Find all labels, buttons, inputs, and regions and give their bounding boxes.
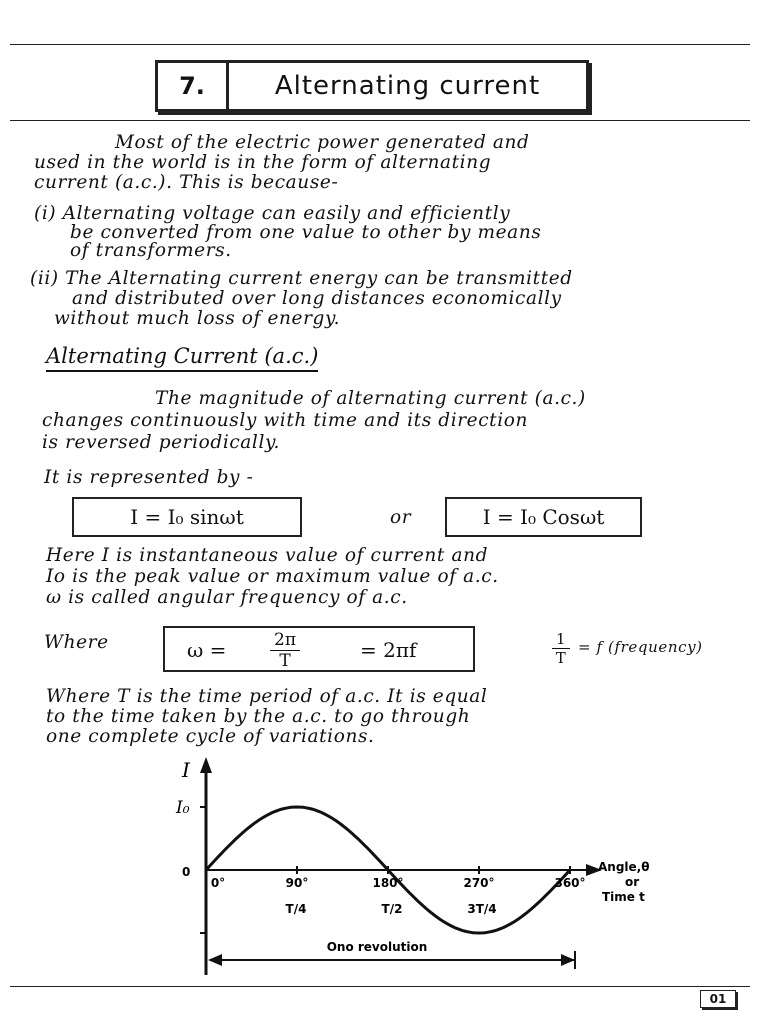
intro-line: be converted from one value to other by means [70,222,542,243]
y-axis-label: I [182,758,190,782]
intro-line: Most of the electric power generated and [115,132,530,153]
intro-line: current (a.c.). This is because- [34,172,339,193]
chapter-title-box [155,60,589,112]
omega-formula-box [163,626,475,672]
x-tick-label: 0° [210,876,226,890]
x-axis-label-angle: Angle,θ [598,860,650,874]
where-label: Where [44,632,109,653]
frequency-fraction [552,630,570,667]
revolution-arrow-head-right [561,954,575,966]
explanation-line: ω is called angular frequency of a.c. [46,587,408,608]
chapter-title: Alternating current [274,71,541,101]
x-tick-label: 90° [285,876,309,890]
intro-line: of transformers. [70,240,232,261]
top-rule [10,44,750,45]
revolution-arrow-head-left [208,954,222,966]
frequency-numerator: 1 [552,630,570,649]
definition-line: It is represented by - [44,467,254,488]
page-number: 01 [700,990,736,1008]
period-line: to the time taken by the a.c. to go through [46,706,471,727]
sub-tick-T4: T/4 [285,902,307,916]
cosine-formula: I = I₀ Cosωt [482,505,605,529]
x-tick-label: 270° [463,876,495,890]
y-tick-zero: 0 [182,865,191,879]
omega-lhs: ω = [187,638,227,662]
x-axis-label-or: or [625,875,640,889]
sub-tick-T2: T/2 [381,902,403,916]
definition-line: changes continuously with time and its direction [42,410,528,431]
definition-line: is reversed periodically. [42,432,281,453]
explanation-line: Io is the peak value or maximum value of a.c. [46,566,499,587]
or-label: or [390,507,412,528]
period-line: one complete cycle of variations. [46,726,375,747]
omega-rhs: = 2πf [360,638,417,662]
omega-fraction [270,630,300,671]
section-heading: Alternating Current (a.c.) [46,344,318,372]
y-tick-peak: I₀ [176,798,190,818]
intro-line: used in the world is in the form of alternating [34,152,492,173]
sine-wave-chart [170,755,700,980]
x-tick-label: 180° [372,876,404,890]
title-rule [10,120,750,121]
revolution-label: Ono revolution [326,940,428,954]
intro-line: (ii) The Alternating current energy can be transmitted [30,268,573,289]
sine-formula-box [72,497,302,537]
intro-line: and distributed over long distances economically [72,288,562,309]
frequency-note: = f (frequency) [578,638,703,656]
chapter-number: 7. [158,63,229,109]
sub-tick-3T4: 3T/4 [467,902,497,916]
omega-numerator: 2π [270,630,300,651]
period-line: Where T is the time period of a.c. It is equal [46,686,488,707]
x-tick-label: 360° [554,876,586,890]
intro-line: without much loss of energy. [54,308,341,329]
bottom-rule [10,986,750,987]
frequency-denominator: T [555,649,566,667]
y-axis-arrow [200,757,212,773]
explanation-line: Here I is instantaneous value of current and [46,545,489,566]
definition-line: The magnitude of alternating current (a.c.) [155,388,586,409]
omega-denominator: T [279,651,291,671]
sine-formula: I = I₀ sinωt [130,505,244,529]
x-axis-label-time: Time t [602,890,645,904]
cosine-formula-box [445,497,642,537]
intro-line: (i) Alternating voltage can easily and efficiently [34,203,511,224]
